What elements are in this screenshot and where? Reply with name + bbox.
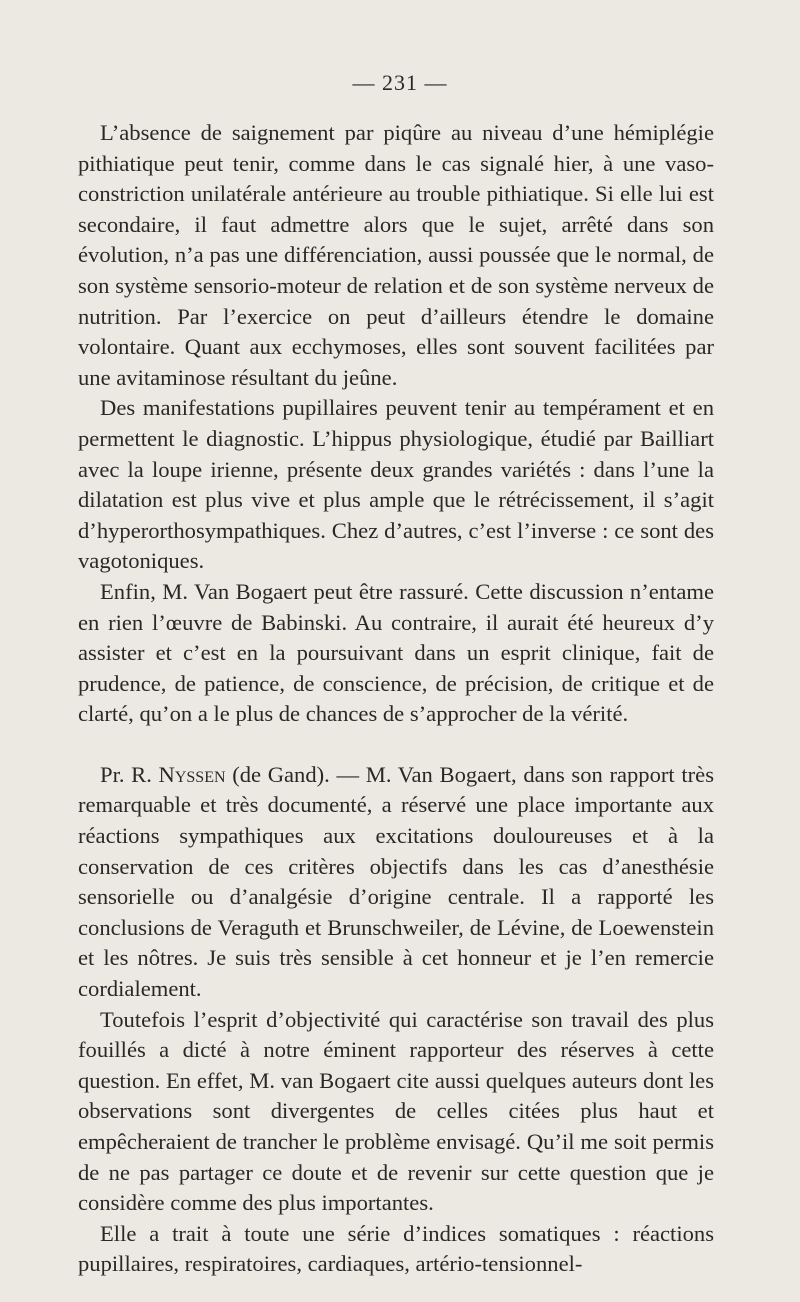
paragraph-speaker xyxy=(78,760,714,1005)
page-number: — 231 — xyxy=(352,70,448,95)
speaker-name: Nyssen xyxy=(158,761,226,787)
speaker-prefix: Pr. R. xyxy=(100,761,159,787)
speaker-text: (de Gand). — M. Van Bogaert, dans son rapport très remarquable et très documenté, a réservé une place importante aux réactions sympathiques aux excitations douloureuses et à la conservation de ces critères objectifs dans les cas d’anesthésie sensorielle ou d’analgésie d’origine centrale. Il a rapporté les conclusions de Veraguth et Brunschweiler, de Lévine, de Loewenstein et les nôtres. Je suis très sensible à cet honneur et je l’en remercie cordialement. xyxy=(78,761,714,1002)
paragraph-5: Toutefois l’esprit d’objectivité qui caractérise son travail des plus fouillés a dicté à notre éminent rapporteur des réserves à cette question. En effet, M. van Bogaert cite aussi quelques auteurs dont les observations sont divergentes de celles citées plus haut et empêcheraient de trancher le problème envisagé. Qu’il me soit permis de ne pas partager ce doute et de revenir sur cette question que je considère comme des plus importantes. xyxy=(78,1006,714,1216)
body-text xyxy=(78,118,714,1280)
paragraph-3: Enfin, M. Van Bogaert peut être rassuré. Cette discussion n’entame en rien l’œuvre de Babinski. Au contraire, il aurait été heureux d’y assister et c’est en la poursuivant dans un esprit clinique, fait de prudence, de patience, de conscience, de précision, de critique et de clarté, qu’on a le plus de chances de s’approcher de la vérité. xyxy=(78,578,714,727)
paragraph-2: Des manifestations pupillaires peuvent tenir au tempérament et en permettent le diagnostic. L’hippus physiologique, étudié par Bailliart avec la loupe irienne, présente deux grandes variétés : dans l’une la dilatation est plus vive et plus ample que le rétrécissement, il s’agit d’hyperorthosympathiques. Chez d’autres, c’est l’inverse : ce sont des vagotoniques. xyxy=(78,395,714,574)
paragraph-6: Elle a trait à toute une série d’indices somatiques : réactions pupillaires, respiratoires, cardiaques, artério-tensionnel- xyxy=(78,1220,714,1277)
paragraph-1: L’absence de saignement par piqûre au niveau d’une hémiplégie pithiatique peut tenir, comme dans le cas signalé hier, à une vaso-constriction unilatérale antérieure au trouble pithiatique. Si elle lui est secondaire, il faut admettre alors que le sujet, arrêté dans son évolution, n’a pas une différenciation, aussi poussée que le normal, de son système sensorio-moteur de relation et de son système nerveux de nutrition. Par l’exercice on peut d’ailleurs étendre le domaine volontaire. Quant aux ecchymoses, elles sont souvent facilitées par une avitaminose résultant du jeûne. xyxy=(78,120,714,390)
